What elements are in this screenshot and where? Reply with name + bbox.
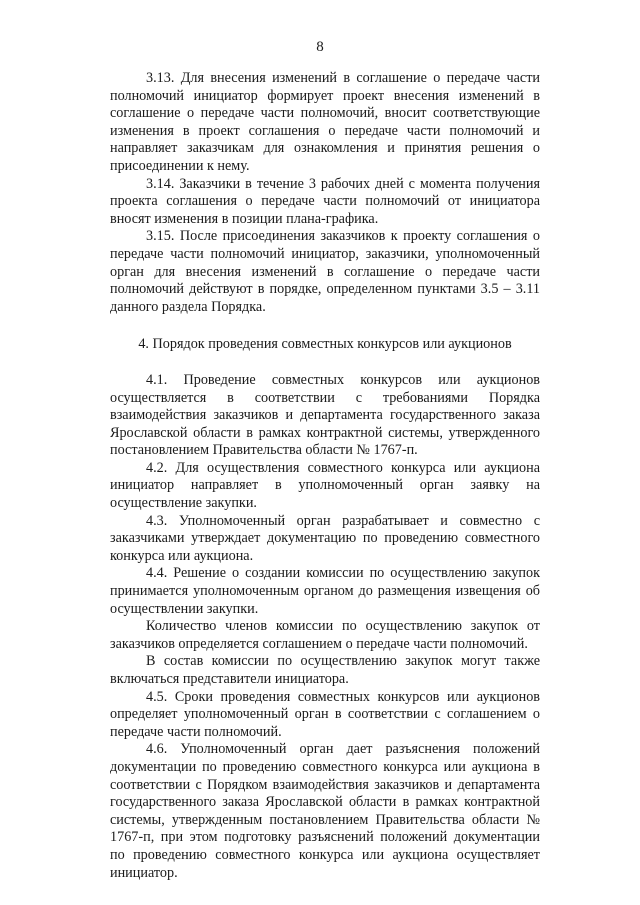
paragraph-3-13: 3.13. Для внесения изменений в соглашение о передаче части полномочий инициатор формирует проект внесения изменений в соглашение о передаче части полномочий, вносит соответствующие изменения в проект соглашения о передаче части полномочий и направляет заказчикам для ознакомления и принятия решения о присоединении к нему.	[110, 70, 540, 174]
paragraph-commission-members: Количество членов комиссии по осуществлению закупок от заказчиков определяется соглашением о передаче части полномочий.	[110, 618, 540, 652]
paragraph-4-2: 4.2. Для осуществления совместного конкурса или аукциона инициатор направляет в уполномоченный орган заявку на осуществление закупки.	[110, 459, 540, 512]
paragraph-4-5: 4.5. Сроки проведения совместных конкурсов или аукционов определяет уполномоченный орган в соответствии с соглашением о передаче части полномочий.	[110, 688, 540, 740]
paragraph-4-6: 4.6. Уполномоченный орган дает разъяснения положений документации по проведению совместного конкурса или аукциона в соответствии с Порядком взаимодействия заказчиков и департамента государственного заказа Ярославской области в рамках контрактной системы, утвержденным постановлением Правительства области № 1767-п, при этом подготовку разъяснений положений документации по проведению совместного конкурса или аукциона осуществляет инициатор.	[110, 741, 540, 881]
paragraph-4-4: 4.4. Решение о создании комиссии по осуществлению закупок принимается уполномоченным органом до размещения извещения об осуществлении закупки.	[110, 565, 540, 617]
paragraph-4-1: 4.1. Проведение совместных конкурсов или аукционов осуществляется в соответствии с требованиями Порядка взаимодействия заказчиков и департамента государственного заказа Ярославской области в рамках контрактной системы, утвержденного постановлением Правительства области № 1767-п.	[110, 371, 540, 459]
paragraph-4-3: 4.3. Уполномоченный орган разрабатывает и совместно с заказчиками утверждает документацию по проведению совместного конкурса или аукциона.	[110, 512, 540, 564]
page-number: 8	[316, 39, 324, 55]
document-body	[110, 70, 540, 882]
paragraph-3-14: 3.14. Заказчики в течение 3 рабочих дней с момента получения проекта соглашения о передаче части полномочий от инициатора вносят изменения в позиции плана-графика.	[110, 175, 540, 227]
paragraph-3-15: 3.15. После присоединения заказчиков к проекту соглашения о передаче части полномочий инициатор, заказчики, уполномоченный орган для внесения изменений в соглашение о передаче части полномочий действуют в порядке, определенном пунктами 3.5 – 3.11 данного раздела Порядка.	[110, 228, 540, 315]
section-4-heading: 4. Порядок проведения совместных конкурсов или аукционов	[138, 336, 512, 353]
paragraph-commission-composition: В состав комиссии по осуществлению закупок могут также включаться представители инициатора.	[110, 653, 540, 687]
